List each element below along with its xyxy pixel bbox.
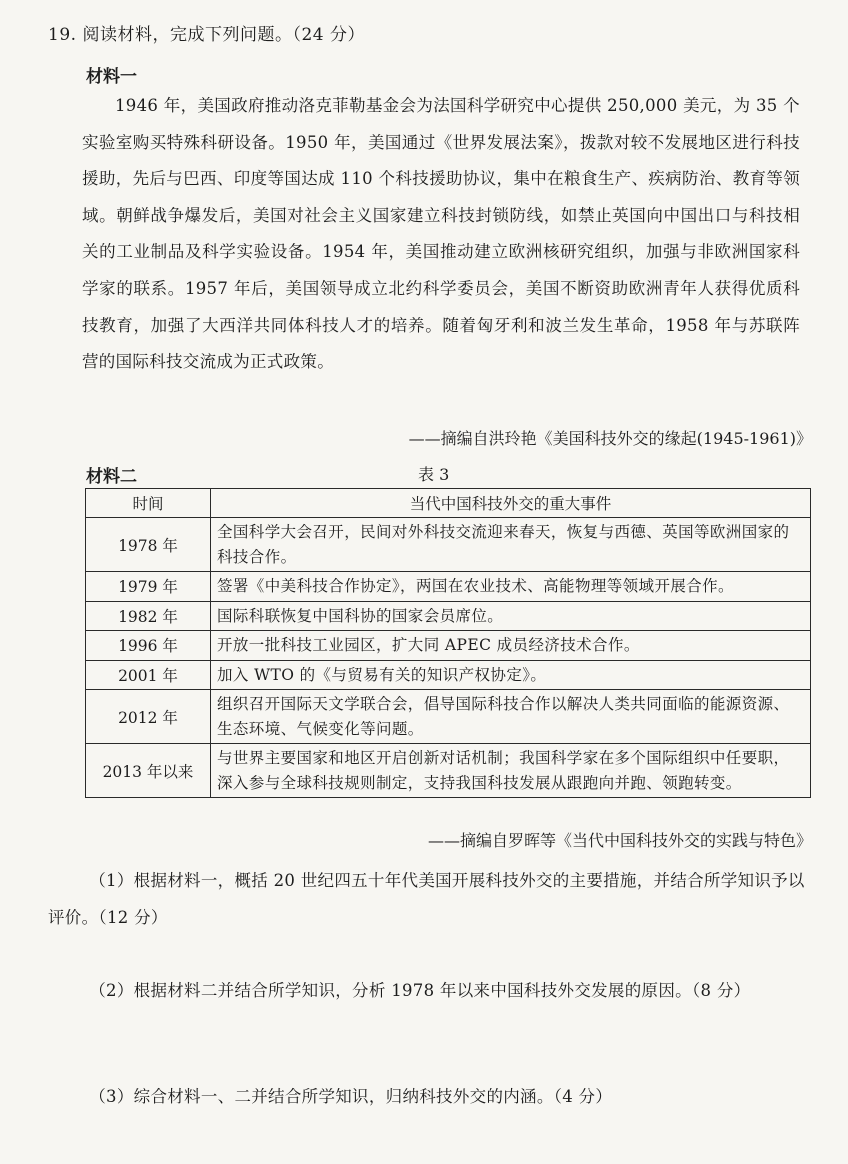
question-header bbox=[48, 20, 365, 45]
row-year: 2001 年 bbox=[86, 660, 211, 690]
table-header-row bbox=[86, 489, 811, 518]
row-event: 组织召开国际天文学联合会，倡导国际科技合作以解决人类共同面临的能源资源、生态环境、气候变化等问题。 bbox=[211, 690, 811, 744]
sub-question-2: （2）根据材料二并结合所学知识，分析 1978 年以来中国科技外交发展的原因。（8 分） bbox=[89, 981, 751, 1000]
material1-source: ——摘编自洪玲艳《美国科技外交的缘起(1945-1961)》 bbox=[408, 429, 812, 448]
events-table bbox=[85, 488, 811, 798]
row-year: 1982 年 bbox=[86, 601, 211, 631]
material1-text: 1946 年，美国政府推动洛克菲勒基金会为法国科学研究中心提供 250,000 美元，为 35 个实验室购买特殊科研设备。1950 年，美国通过《世界发展法案》，拨款对较不发展地区进行科技援助，先后与巴西、印度等国达成 110 个科技援助协议，集中在粮食生产、疾病防治、教育等领域。朝鲜战争爆发后，美国对社会主义国家建立科技封锁防线，如禁止英国向中国出口与科技相关的工业制品及科学实验设备。1954 年，美国推动建立欧洲核研究组织，加强与非欧洲国家科学家的联系。1957 年后，美国领导成立北约科学委员会，美国不断资助欧洲青年人获得优质科技教育，加强了大西洋共同体科技人才的培养。随着匈牙利和波兰发生革命，1958 年与苏联阵营的国际科技交流成为正式政策。 bbox=[82, 96, 800, 372]
material2-source: ——摘编自罗晖等《当代中国科技外交的实践与特色》 bbox=[427, 831, 812, 850]
table-row bbox=[86, 744, 811, 798]
table-row bbox=[86, 631, 811, 661]
material1-label: 材料一 bbox=[86, 67, 137, 87]
row-year: 2012 年 bbox=[86, 690, 211, 744]
header-time: 时间 bbox=[86, 489, 211, 518]
question-instruction: 阅读材料，完成下列问题。（24 分） bbox=[82, 25, 365, 45]
material2-label: 材料二 bbox=[86, 467, 137, 487]
row-year: 1978 年 bbox=[86, 518, 211, 572]
sub-question-3: （3）综合材料一、二并结合所学知识，归纳科技外交的内涵。（4 分） bbox=[89, 1087, 613, 1106]
question-number: 19. bbox=[48, 25, 77, 45]
row-year: 1979 年 bbox=[86, 572, 211, 602]
sub-question-1: （1）根据材料一，概括 20 世纪四五十年代美国开展科技外交的主要措施，并结合所学知识予以评价。（12 分） bbox=[48, 871, 805, 927]
row-event: 国际科联恢复中国科协的国家会员席位。 bbox=[211, 601, 811, 631]
row-event: 加入 WTO 的《与贸易有关的知识产权协定》。 bbox=[211, 660, 811, 690]
table-row bbox=[86, 572, 811, 602]
table-row bbox=[86, 518, 811, 572]
table-row bbox=[86, 660, 811, 690]
table-row bbox=[86, 690, 811, 744]
header-event: 当代中国科技外交的重大事件 bbox=[211, 489, 811, 518]
table-row bbox=[86, 601, 811, 631]
row-year: 2013 年以来 bbox=[86, 744, 211, 798]
row-event: 与世界主要国家和地区开启创新对话机制；我国科学家在多个国际组织中任要职，深入参与全球科技规则制定，支持我国科技发展从跟跑向并跑、领跑转变。 bbox=[211, 744, 811, 798]
row-year: 1996 年 bbox=[86, 631, 211, 661]
row-event: 全国科学大会召开，民间对外科技交流迎来春天，恢复与西德、英国等欧洲国家的科技合作。 bbox=[211, 518, 811, 572]
table-title: 表 3 bbox=[418, 465, 450, 484]
row-event: 开放一批科技工业园区，扩大同 APEC 成员经济技术合作。 bbox=[211, 631, 811, 661]
row-event: 签署《中美科技合作协定》，两国在农业技术、高能物理等领域开展合作。 bbox=[211, 572, 811, 602]
